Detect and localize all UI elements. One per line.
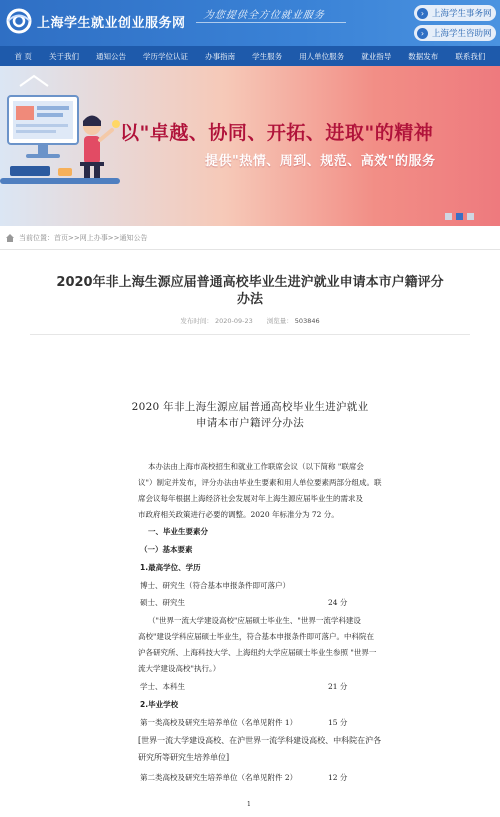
hero-banner[interactable] [0,66,500,226]
nav-item-employer-services[interactable]: 用人单位服务 [299,51,345,61]
doc-section-heading: 一、毕业生要素分 [148,527,208,536]
breadcrumb-home[interactable]: 首页 [54,233,68,242]
doc-score: 12 分 [328,773,348,782]
article-meta [0,316,500,325]
banner-illustration [0,66,140,226]
doc-item-heading: 1.最高学位、学历 [140,563,201,572]
nav-item-data[interactable]: 数据发布 [408,51,439,61]
page-number: 1 [247,801,251,808]
nav-item-guide[interactable]: 办事指南 [205,51,236,61]
doc-item-heading: 2.毕业学校 [140,700,179,709]
nav-item-home[interactable]: 首 页 [14,51,32,61]
carousel-dots [445,213,474,220]
main-nav [0,46,500,66]
doc-line: 沪各研究所、上海科技大学、上海纽约大学应届硕士毕业生参照 "世界一 [138,648,377,657]
quick-link-label: 上海学生咨助网 [432,29,492,39]
article-title: 2020年非上海生源应届普通高校毕业生进沪就业申请本市户籍评分办法 [56,275,444,307]
publish-info [180,316,252,325]
document-title-line-2: 申请本市户籍评分办法 [196,417,304,429]
document-image [0,335,500,817]
nav-item-contact[interactable]: 联系我们 [455,51,486,61]
doc-line: [世界一流大学建设高校、在沪世界一流学科建设高校、中科院在沪各 [138,736,382,745]
doc-line: 席会议每年根据上海经济社会发展对年上海生源应届毕业生的需求及 [138,494,363,503]
views-count: 503846 [294,317,320,325]
breadcrumb-prefix: 当前位置： [19,233,54,242]
doc-line: 第二类高校及研究生培养单位（名单见附件 2） [140,773,298,782]
document-title-line-1: 2020 年非上海生源应届普通高校毕业生进沪就业 [131,401,369,413]
publish-label: 发布时间： [180,317,213,325]
site-name: 上海学生就业创业服务网 [37,15,186,31]
doc-subsection-heading: （一）基本要素 [140,545,193,554]
site-header [0,0,500,46]
publish-date: 2020-09-23 [214,317,253,325]
slogan-underline [196,22,346,23]
nav-item-career-guidance[interactable]: 就业指导 [361,51,392,61]
home-icon [5,233,15,243]
doc-line: 流大学建设高校"执行。） [138,664,221,673]
arrow-right-icon: › [417,28,428,39]
header-slogan: 为您提供全方位就业服务 [202,10,326,21]
logo-icon [6,8,32,34]
breadcrumb-separator: >> [107,233,120,242]
quick-link-label: 上海学生事务网 [432,9,492,19]
arrow-right-icon: › [417,8,428,19]
views-label: 浏览量： [266,317,293,325]
carousel-dot[interactable] [467,213,474,220]
doc-line: 研究所等研究生培养单位] [138,753,230,762]
doc-line: （"世界一流大学建设高校"应届硕士毕业生、"世界一流学科建设 [148,616,361,625]
doc-line: 第一类高校及研究生培养单位（名单见附件 1） [140,718,298,727]
doc-line: 市政府相关政策进行必要的调整。2020 年标准分为 72 分。 [138,510,339,519]
doc-score: 24 分 [328,598,348,607]
doc-line: 议"）制定并发布，评分办法由毕业生要素和用人单位要素两部分组成。联 [138,478,382,487]
carousel-dot-active[interactable] [456,213,463,220]
banner-subline: 提供"热情、周到、规范、高效"的服务 [205,154,436,169]
breadcrumb-notices[interactable]: 通知公告 [119,233,148,242]
site-logo[interactable] [6,8,186,34]
carousel-dot[interactable] [445,213,452,220]
doc-line: 本办法由上海市高校招生和就业工作联席会议（以下简称 "联席会 [148,462,364,471]
views-info [267,316,320,325]
doc-line: 高校"建设学科应届硕士毕业生，符合基本申报条件即可落户。中科院在 [138,632,374,641]
doc-line: 学士、本科生 [140,682,185,691]
nav-item-about[interactable]: 关于我们 [48,51,79,61]
doc-score: 15 分 [328,718,348,727]
banner-headline: 以"卓越、协同、开拓、进取"的精神 [120,122,434,144]
doc-line: 硕士、研究生 [140,598,185,607]
quick-link-student-affairs[interactable] [414,5,496,21]
doc-line: 博士、研究生（符合基本申报条件即可落户） [140,581,290,590]
breadcrumb-online-services[interactable]: 网上办事 [79,233,108,242]
nav-item-degree-verification[interactable]: 学历学位认证 [143,51,189,61]
breadcrumb-separator: >> [68,233,80,242]
breadcrumb [0,226,500,250]
nav-item-notices[interactable]: 通知公告 [96,51,126,61]
nav-item-student-services[interactable]: 学生服务 [252,51,283,61]
quick-link-student-aid[interactable] [414,25,496,41]
doc-score: 21 分 [328,682,348,691]
